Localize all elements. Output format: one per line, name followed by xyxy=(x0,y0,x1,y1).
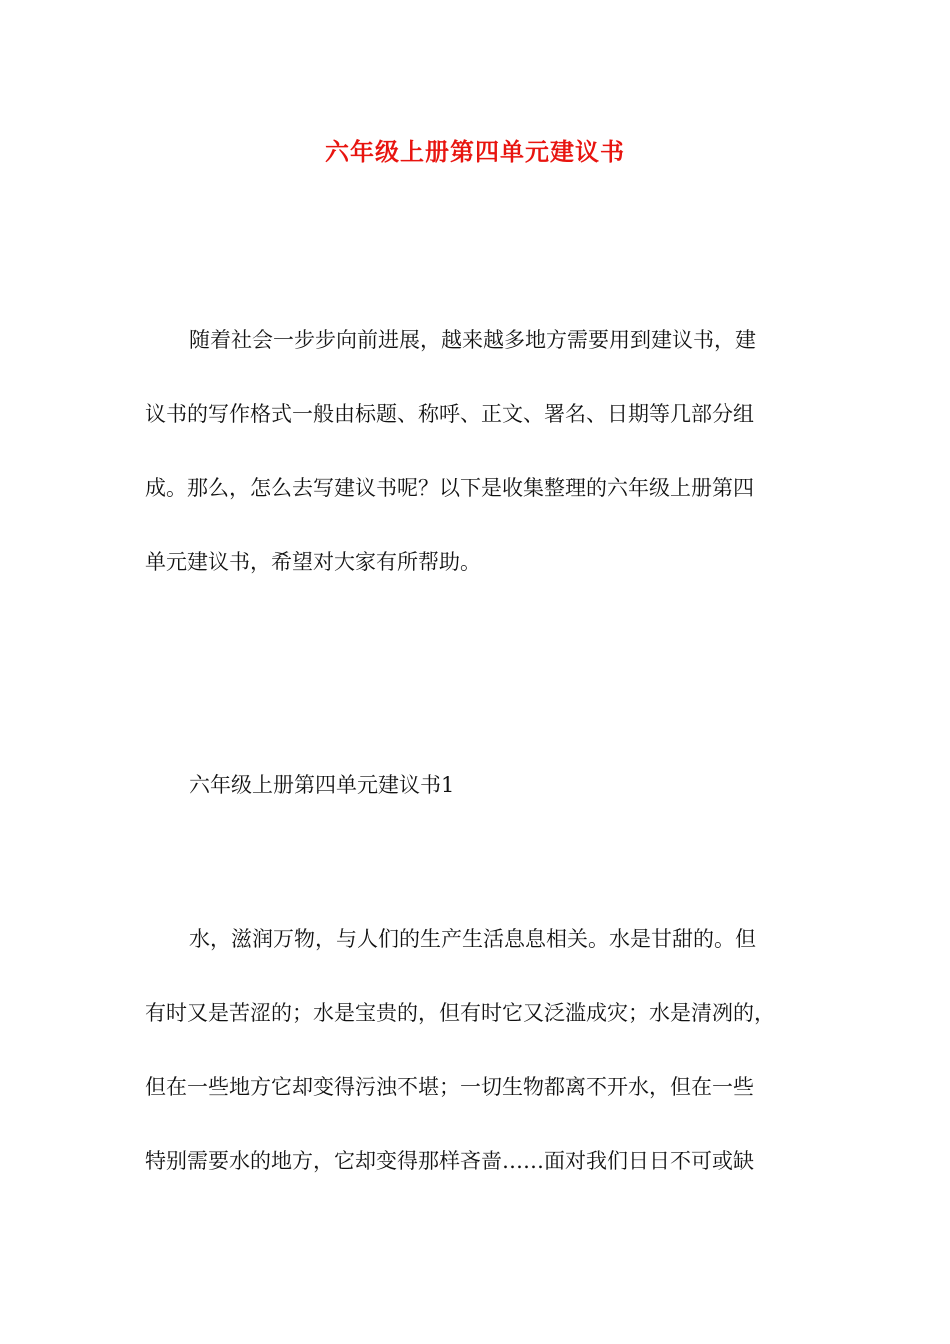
document-title: 六年级上册第四单元建议书 xyxy=(325,137,625,166)
intro-line-1: 随着社会一步步向前进展，越来越多地方需要用到建议书，建 xyxy=(189,328,756,352)
intro-line-2: 议书的写作格式一般由标题、称呼、正文、署名、日期等几部分组 xyxy=(145,402,754,426)
section-heading: 六年级上册第四单元建议书1 xyxy=(189,773,455,797)
body-line-3: 但在一些地方它却变得污浊不堪；一切生物都离不开水，但在一些 xyxy=(145,1075,754,1099)
body-line-2: 有时又是苦涩的；水是宝贵的，但有时它又泛滥成灾；水是清冽的， xyxy=(145,1001,775,1025)
intro-line-3: 成。那么，怎么去写建议书呢？以下是收集整理的六年级上册第四 xyxy=(145,476,754,500)
intro-line-4: 单元建议书，希望对大家有所帮助。 xyxy=(145,550,481,574)
body-line-1: 水，滋润万物，与人们的生产生活息息相关。水是甘甜的。但 xyxy=(189,927,756,951)
body-line-4: 特别需要水的地方，它却变得那样吝啬……面对我们日日不可或缺 xyxy=(145,1149,754,1173)
